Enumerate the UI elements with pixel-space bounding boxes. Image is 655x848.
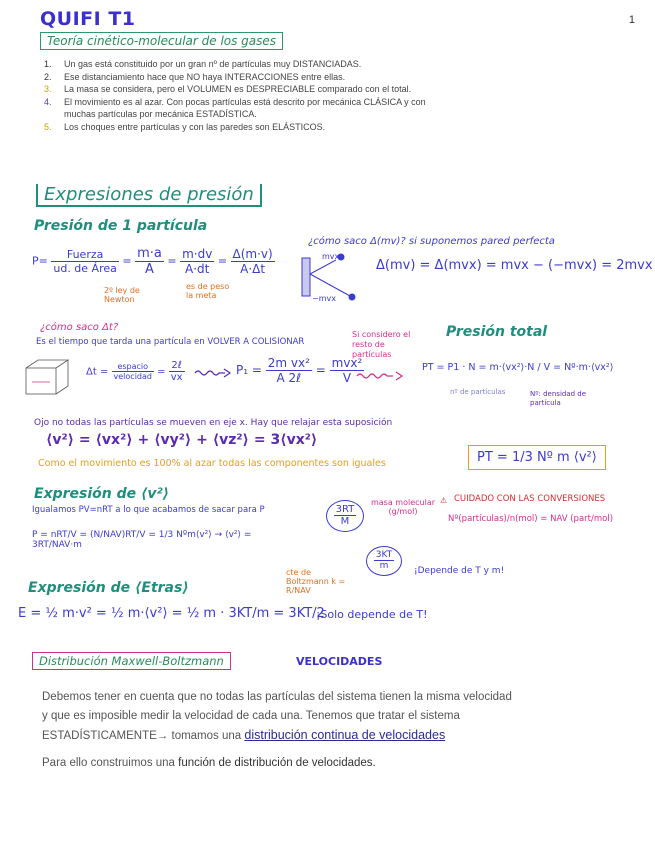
list-item (44, 121, 444, 134)
list-number: 5. (44, 121, 52, 132)
depende-note: ¡Depende de T y m! (414, 566, 505, 576)
section-heading-presion: Expresiones de presión (36, 184, 262, 207)
page-number: 1 (628, 14, 635, 26)
question-mv: ¿cómo saco Δ(mv)? si suponemos pared perfecta (308, 236, 555, 247)
velocidades-label: VELOCIDADES (296, 655, 383, 668)
list-text: La masa se considera, pero el VOLUMEN es DESPRECIABLE comparado con el total. (64, 84, 412, 94)
wall-label-top: mvx (322, 252, 340, 261)
list-text: El movimiento es al azar. Con pocas partículas está descrito por mecánica CLÁSICA y con muchas partículas por mecánica ESTADÍSTICA. (64, 96, 426, 119)
conversion-equation: Nº(partículas)/n(mol) = NAV (part/mol) (448, 514, 614, 524)
eq-symbol: P₁ = (236, 363, 262, 377)
note-densidad: Nº: densidad de partícula (530, 390, 587, 407)
section-heading-maxwell: Distribución Maxwell-Boltzmann (32, 652, 231, 670)
paragraph-emphasis: distribución continua de velocidades (244, 728, 446, 742)
eq-num: espacio (112, 362, 154, 372)
maxwell-paragraph-1 (42, 688, 512, 746)
eq-symbol: = (167, 254, 177, 268)
azar-note: Como el movimiento es 100% al azar todas las componentes son iguales (38, 458, 386, 469)
mv-equation: Δ(mv) = Δ(mvx) = mvx − (−mvx) = 2mvx (376, 258, 653, 273)
question-dt: ¿cómo saco Δt? (40, 322, 119, 333)
maxwell-paragraph-2 (42, 754, 512, 773)
list-number: 2. (44, 71, 52, 82)
paragraph-text: Debemos tener en cuenta que no todas las partículas del sistema tienen la misma velocidad y que es imposible medir la velocidad de cada una. Tenemos que tratar el sistema ESTADÍSTICAMENTE→ tomamos una (42, 691, 512, 742)
cube-diagram (20, 356, 80, 400)
list-item (44, 58, 444, 71)
wall-label-bottom: −mvx (312, 294, 336, 303)
eq-den: ud. de Área (53, 262, 117, 275)
eq-den: V (342, 371, 352, 385)
subheading-v2: Expresión de ⟨v²⟩ (34, 486, 170, 502)
v2-derivation: P = nRT/V = (N/NAV)RT/V = 1/3 Nºm⟨v²⟩ → ⟨v²⟩ = 3RT/NAV·m (32, 530, 252, 550)
eq-den: A (145, 262, 154, 277)
note-masa-molecular: masa molecular (g/mol) (370, 498, 436, 516)
pt-equation: PT = P1 · N = m·⟨vx²⟩·N / V = Nº·m·⟨vx²⟩ (422, 362, 614, 373)
result-circle-2 (366, 546, 402, 576)
igualamos-note: Igualamos PV=nRT a lo que acabamos de sacar para P (32, 505, 265, 515)
eq-num: m·a (137, 246, 162, 261)
eq-den: A·Δt (240, 262, 266, 276)
subheading-presion-1-particula: Presión de 1 partícula (34, 218, 208, 234)
eq-den: A·dt (185, 262, 210, 276)
section-heading-teoria: Teoría cinético-molecular de los gases (40, 32, 283, 50)
eq-num: m·dv (182, 247, 213, 261)
eq-num: 2m vx² (267, 356, 310, 370)
eq-symbol: = (315, 363, 326, 377)
dt-definition: Es el tiempo que tarda una partícula en VOLVER A COLISIONAR (36, 337, 305, 347)
paragraph-emphasis: función de distribución de velocidades. (178, 757, 376, 769)
list-item (44, 83, 444, 96)
note-si-considero: Si considero el resto de partículas (352, 330, 411, 359)
list-number: 3. (44, 84, 52, 94)
eq-symbol: Δt = (86, 366, 109, 378)
eq-symbol: = (122, 254, 132, 268)
eq-num: Δ(m·v) (232, 247, 273, 261)
eq-num: Fuerza (51, 248, 119, 262)
eq-den: vx (170, 372, 183, 383)
note-peso: es de peso la meta (186, 282, 230, 300)
pt-boxed-equation: PT = 1/3 Nº m ⟨v²⟩ (468, 445, 606, 470)
list-number: 4. (44, 96, 52, 107)
eq-num: mvx² (331, 356, 363, 370)
eq-symbol: P= (32, 254, 48, 268)
eq-num: 3KT (375, 550, 393, 560)
eq-den: velocidad (113, 372, 152, 381)
subheading-etras: Expresión de ⟨Etras⟩ (28, 580, 189, 596)
cuidado-note: CUIDADO CON LAS CONVERSIONES (454, 494, 606, 504)
note-boltzmann: cte de Boltzmann k = R/NAV (286, 568, 346, 595)
eq-den: A 2ℓ (276, 371, 302, 385)
note-newton: 2º ley de Newton (104, 286, 140, 304)
squiggle-arrow-icon (194, 368, 232, 378)
dt-equation (86, 360, 185, 383)
paragraph-text: Para ello construimos una (42, 757, 175, 769)
points-list (44, 58, 444, 133)
presion-total-heading: Presión total (446, 324, 548, 340)
eq-den: M (340, 516, 350, 527)
list-item (44, 71, 444, 84)
solo-note: ¡Solo depende de T! (316, 608, 428, 621)
squiggle-arrow-icon (356, 370, 404, 382)
eq-den: m (379, 561, 389, 571)
ojo-note: Ojo no todas las partículas se mueven en eje x. Hay que relajar esta suposición (34, 418, 393, 428)
eq-num: 2ℓ (169, 360, 185, 372)
warning-icon: ⚠ (440, 496, 448, 505)
eq-symbol: = (217, 254, 228, 268)
list-item (44, 96, 444, 121)
pressure-equation (32, 246, 275, 277)
list-number: 1. (44, 59, 52, 69)
result-circle-1 (326, 500, 364, 532)
eq-num: 3RT (335, 504, 355, 515)
page-title: QUIFI T1 (40, 8, 136, 30)
p1-equation (236, 356, 364, 385)
list-text: Ese distanciamiento hace que NO haya INTERACCIONES entre ellas. (64, 71, 346, 82)
list-text: Los choques entre partículas y con las paredes son ELÁSTICOS. (64, 121, 326, 132)
etras-equation: E = ½ m·v² = ½ m·⟨v²⟩ = ½ m · 3KT/m = 3KT/2 (18, 606, 325, 621)
note-nparticulas: nº de partículas (450, 388, 506, 396)
eq-symbol: = (157, 366, 166, 378)
list-text: Un gas está constituido por un gran nº de partículas muy DISTANCIADAS. (64, 59, 362, 69)
v2-components-equation: ⟨v²⟩ = ⟨vx²⟩ + ⟨vy²⟩ + ⟨vz²⟩ = 3⟨vx²⟩ (46, 432, 318, 448)
